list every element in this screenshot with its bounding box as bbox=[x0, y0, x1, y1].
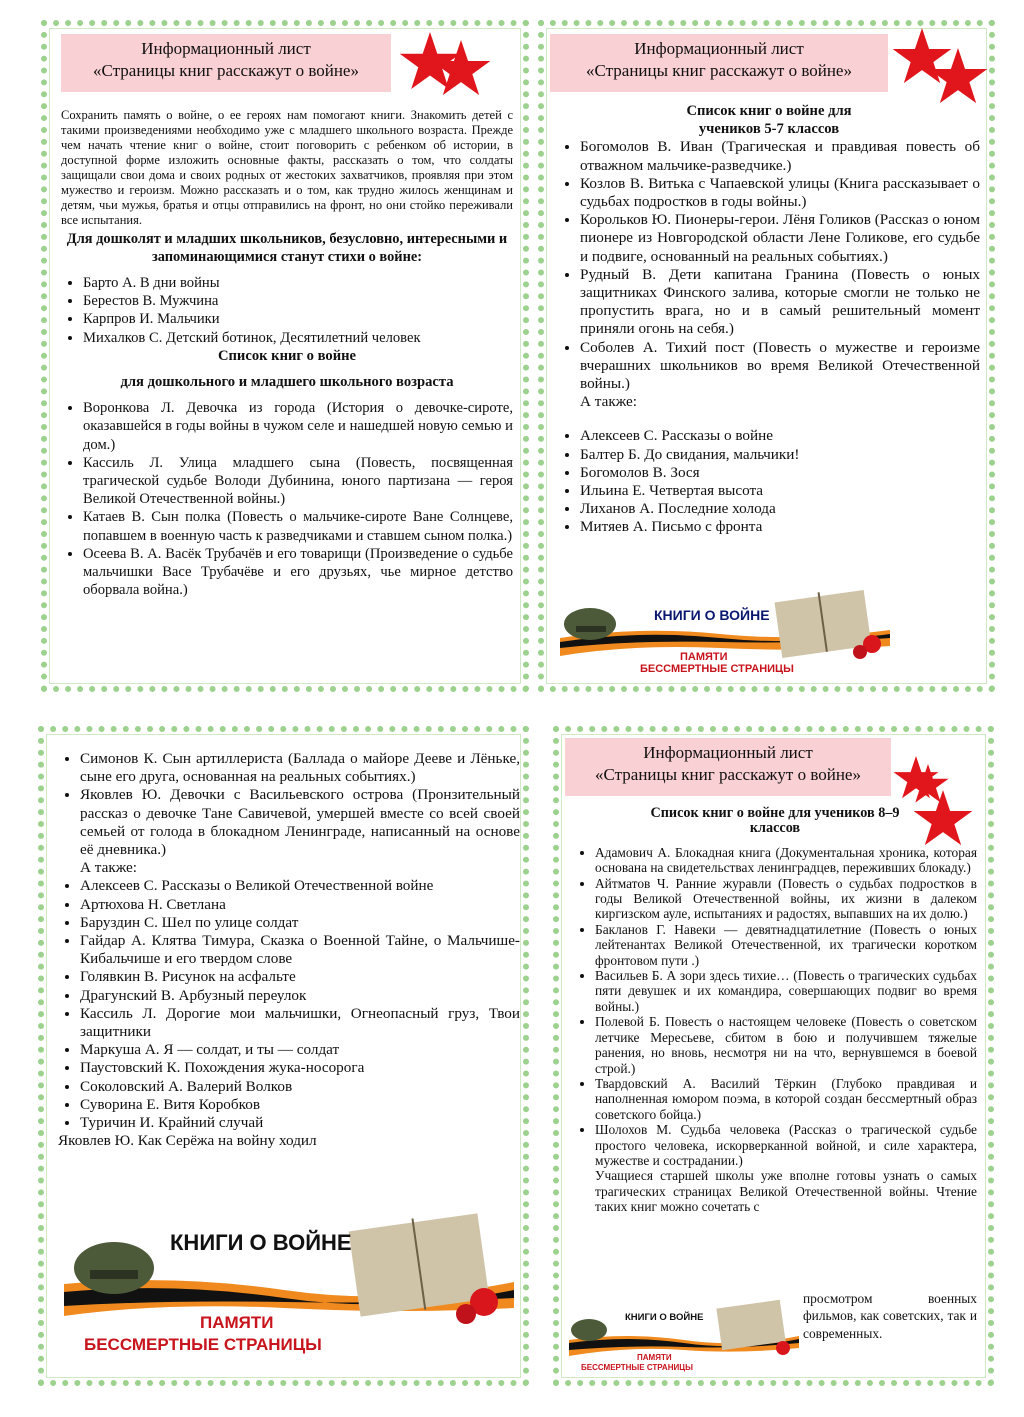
banner-line2: ПАМЯТИ bbox=[637, 1353, 672, 1362]
banner-title: КНИГИ О ВОЙНЕ bbox=[654, 607, 770, 623]
list-item: • Карпров И. Мальчики bbox=[83, 310, 513, 328]
helmet-icon bbox=[74, 1242, 154, 1294]
banner-line3: БЕССМЕРТНЫЕ СТРАНИЦЫ bbox=[581, 1363, 693, 1372]
list-item: • Бакланов Г. Навеки — девятнадцатилетние (Повесть о юных лейтенантах Великой Отечественной, их трагически коротком фронтовом пути .) bbox=[595, 922, 977, 968]
title-box bbox=[565, 738, 891, 796]
list-item: • Берестов В. Мужчина bbox=[83, 292, 513, 310]
books-list bbox=[558, 138, 980, 393]
list-item: • Васильев Б. А зори здесь тихие… (Повесть о трагических судьбах пяти девушек и их командира, совершающих подвиг во время войны.) bbox=[595, 968, 977, 1014]
books-list bbox=[573, 845, 977, 1169]
list-item: • Балтер Б. До свидания, мальчики! bbox=[580, 446, 980, 464]
closing-end bbox=[803, 1290, 977, 1342]
banner-line3: БЕССМЕРТНЫЕ СТРАНИЦЫ bbox=[640, 663, 794, 674]
list-item: • Соболев А. Тихий пост (Повесть о мужестве и героизме вчерашних школьников во время Великой Отечественной войны.) bbox=[580, 339, 980, 394]
panel2-body bbox=[558, 102, 980, 537]
list-item: • Козлов В. Витька с Чапаевской улицы (Книга рассказывает о судьбах подростков в годы войны.) bbox=[580, 175, 980, 211]
panel-grades-8-9 bbox=[553, 726, 994, 1386]
title-line2: «Страницы книг расскажут о войне» bbox=[93, 61, 359, 80]
list-item: • Соколовский А. Валерий Волков bbox=[80, 1078, 520, 1096]
panel3-body bbox=[58, 750, 520, 1150]
title-box bbox=[61, 34, 391, 92]
list-item: • Осеева В. А. Васёк Трубачёв и его товарищи (Произведение о судьбе мальчишки Васе Трубачёве и его друзьях, чье мирное детство оборвала война.) bbox=[83, 545, 513, 600]
list-item: • Ильина Е. Четвертая высота bbox=[580, 482, 980, 500]
list-item: • Лиханов А. Последние холода bbox=[580, 500, 980, 518]
banner-title: КНИГИ О ВОЙНЕ bbox=[625, 1312, 704, 1323]
list-item: • Гайдар А. Клятва Тимура, Сказка о Военной Тайне, о Мальчише-Кибальчише и его твердом слове bbox=[80, 932, 520, 968]
also-list bbox=[558, 427, 980, 536]
also-label: А также: bbox=[80, 859, 137, 877]
list-heading: Список книг о войне для учеников 8–9 bbox=[650, 805, 900, 821]
list-item: • Богомолов В. Иван (Трагическая и правдивая повесть об отважном мальчике-разведчике.) bbox=[580, 138, 980, 174]
list-item: • Барто А. В дни войны bbox=[83, 274, 513, 292]
poems-list bbox=[61, 274, 513, 347]
list-item: • Катаев В. Сын полка (Повесть о мальчике-сироте Ване Солнцеве, попавшем в военную часть к разведчиками и ставшем сыном полка.) bbox=[83, 508, 513, 544]
list-item: • Баруздин С. Шел по улице солдат bbox=[80, 914, 520, 932]
panel-preschool bbox=[41, 20, 529, 692]
closing-end-text: просмотром военных фильмов, как советских, так и современных. bbox=[803, 1291, 977, 1341]
list-item: • Артюхова Н. Светлана bbox=[80, 896, 520, 914]
panel4-body bbox=[573, 806, 977, 1215]
list-heading: Список книг о войне bbox=[217, 347, 356, 364]
list-item: • Туричин И. Крайний случай bbox=[80, 1114, 520, 1132]
list-item: • Митяев А. Письмо с фронта bbox=[580, 518, 980, 536]
panel-grades-5-7 bbox=[538, 20, 995, 692]
list-item: • Айтматов Ч. Ранние журавли (Повесть о судьбах подростков в годы Великой Отечественной войны, их жизни в далеком киргизском ауле, испытаниях и радостях, выпавших на их долю.) bbox=[595, 876, 977, 922]
list-item: • Паустовский К. Похождения жука-носорога bbox=[80, 1059, 520, 1077]
list-item: • Яковлев Ю. Девочки с Васильевского острова (Пронзительный рассказ о девочке Тане Савичевой, умершей вместе со всей своей семьей от голода в блокадном Ленинграде, написанный на основе её дневника.) bbox=[80, 786, 520, 859]
list-item: • Полевой Б. Повесть о настоящем человеке (Повесть о советском летчике Мересьеве, сбитом в бою и получившем тяжелые ранения, но вновь, несмотря ни на что, вернувшемся в боевой строй.) bbox=[595, 1014, 977, 1076]
list-item: • Симонов К. Сын артиллериста (Баллада о майоре Дееве и Лёньке, сыне его друга, основанная на реальных событиях.) bbox=[80, 750, 520, 786]
list-item: • Алексеев С. Рассказы о войне bbox=[580, 427, 980, 445]
list-item: • Шолохов М. Судьба человека (Рассказ о трагической судьбе простого человека, искорверканной войной, и силе характера, мужестве и сострадании.) bbox=[595, 1122, 977, 1168]
books-of-war-banner bbox=[569, 1298, 799, 1374]
title-box bbox=[550, 34, 888, 92]
list-item: • Драгунский В. Арбузный переулок bbox=[80, 987, 520, 1005]
list-item: • Голявкин В. Рисунок на асфальте bbox=[80, 968, 520, 986]
books-of-war-banner bbox=[560, 586, 890, 674]
flower-icon bbox=[776, 1341, 790, 1355]
book-icon bbox=[716, 1300, 785, 1350]
title-line2: «Страницы книг расскажут о войне» bbox=[595, 765, 861, 784]
books-list bbox=[58, 750, 520, 859]
list-item: • Богомолов В. Зося bbox=[580, 464, 980, 482]
books-list bbox=[61, 399, 513, 599]
list-item: • Твардовский А. Василий Тёркин (Глубоко правдивая и наполненная юмором поэма, в которой создан бессмертный образ советского бойца.) bbox=[595, 1076, 977, 1122]
list-item: • Суворина Е. Витя Коробков bbox=[80, 1096, 520, 1114]
title-line1: Информационный лист bbox=[634, 39, 804, 58]
last-item: Яковлев Ю. Как Серёжа на войну ходил bbox=[58, 1132, 317, 1150]
list-item: • Рудный В. Дети капитана Гранина (Повесть о юных защитниках Финского залива, которые смогли не только не пропустить врага, но и в самый решительный момент приняли огонь на себя.) bbox=[580, 266, 980, 339]
list-item: • Корольков Ю. Пионеры-герои. Лёня Голиков (Рассказ о юном пионере из Новгородской области Лене Голикове, его судьбе и подвиге, основанный на реальных событиях.) bbox=[580, 211, 980, 266]
list-subheading: классов bbox=[749, 820, 801, 837]
red-stars-icon bbox=[395, 30, 495, 106]
panel-continued bbox=[38, 726, 529, 1386]
list-item: • Маркуша А. Я — солдат, и ты — солдат bbox=[80, 1041, 520, 1059]
closing-text: Учащиеся старшей школы уже вполне готовы узнать о самых трагических страницах Великой Отечественной войны. Чтение таких книг можно сочетать с bbox=[595, 1168, 977, 1215]
books-of-war-banner bbox=[64, 1204, 514, 1364]
list-subheading: для дошкольного и младшего школьного возраста bbox=[120, 374, 454, 391]
helmet-icon bbox=[564, 608, 616, 640]
list-item: • Алексеев С. Рассказы о Великой Отечественной войне bbox=[80, 877, 520, 895]
list-item: • Воронкова Л. Девочка из города (История о девочке-сироте, оказавшейся в годы войны в чужом селе и нашедшей новую семью и дом.) bbox=[83, 399, 513, 454]
list-heading: Список книг о войне для bbox=[686, 103, 852, 119]
helmet-icon bbox=[571, 1319, 607, 1341]
poems-heading: Для дошколят и младших школьников, безусловно, интересными и запоминающимися станут стихи о войне: bbox=[66, 231, 508, 265]
banner-line2: ПАМЯТИ bbox=[680, 651, 728, 663]
banner-line2: ПАМЯТИ bbox=[200, 1313, 274, 1332]
list-item: • Кассиль Л. Дорогие мои мальчишки, Огнеопасный груз, Твои защитники bbox=[80, 1005, 520, 1041]
title-line1: Информационный лист bbox=[643, 743, 813, 762]
list-item: • Михалков С. Детский ботинок, Десятилетний человек bbox=[83, 329, 513, 347]
list-item: • Кассиль Л. Улица младшего сына (Повесть, посвященная трагической судьбе Володи Дубинина, юного партизана — героя Великой Отечественной войны.) bbox=[83, 454, 513, 509]
also-label: А также: bbox=[580, 393, 637, 411]
intro-text: Сохранить память о войне, о ее героях нам помогают книги. Знакомить детей с такими произведениями необходимо уже с младшего школьного возраста. Прежде чем начать чтение книг о войне, стоит поговорить с ребенком об истории, в доступной форме изложить основные факты, рассказать о том, что солдаты защищали свои дома и своих родных от жестоких захватчиков, проявляя при этом мужество и героизм. Можно рассказать и о том, как трудно жилось женщинам и детям, чьи мужья, братья и отцы отправились на фронт, но они стойко переживали все испытания. bbox=[61, 108, 513, 227]
title-line1: Информационный лист bbox=[141, 39, 311, 58]
also-list bbox=[58, 877, 520, 1132]
banner-line3: БЕССМЕРТНЫЕ СТРАНИЦЫ bbox=[84, 1335, 322, 1354]
banner-title: КНИГИ О ВОЙНЕ bbox=[170, 1230, 352, 1255]
list-item: • Адамович А. Блокадная книга (Документальная хроника, которая основана на свидетельствах ленинградцев, переживших блокаду.) bbox=[595, 845, 977, 876]
title-line2: «Страницы книг расскажут о войне» bbox=[586, 61, 852, 80]
list-subheading: учеников 5-7 классов bbox=[698, 121, 840, 138]
panel1-body bbox=[61, 108, 513, 599]
